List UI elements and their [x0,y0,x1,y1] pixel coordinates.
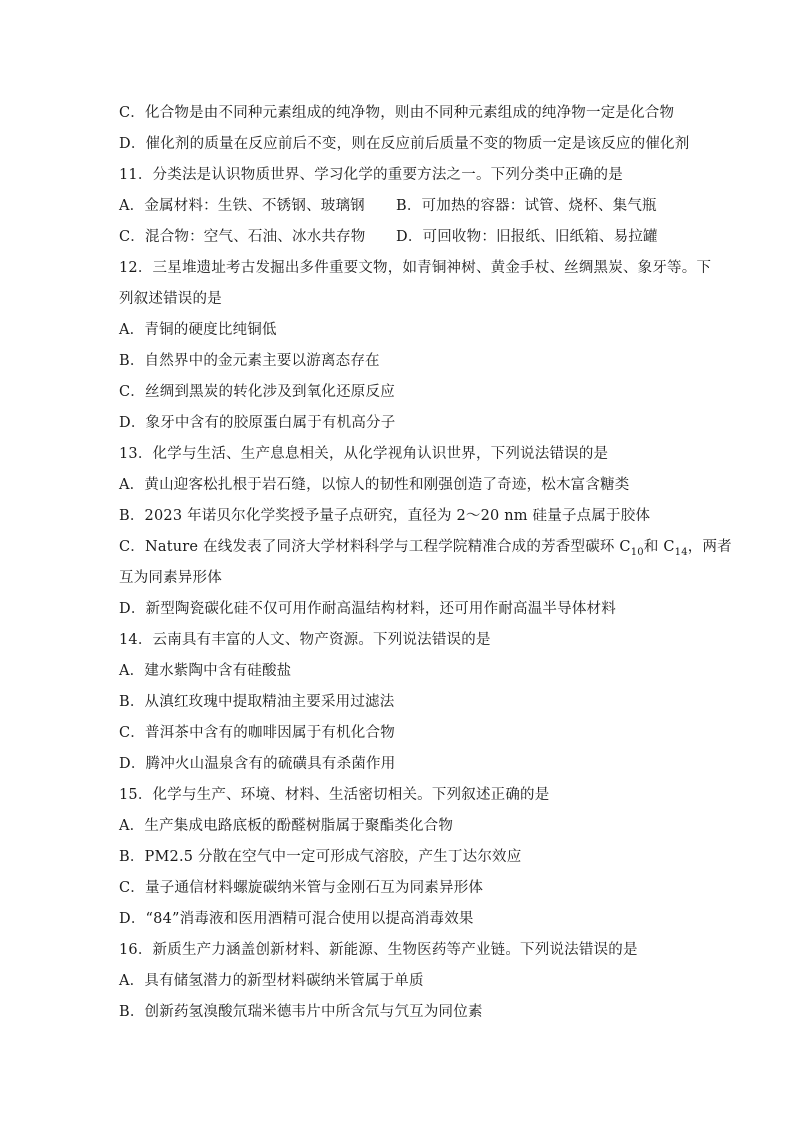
q11-option-a: A．金属材料：生铁、不锈钢、玻璃钢 [119,198,365,214]
q10-option-c: C．化合物是由不同种元素组成的纯净物，则由不同种元素组成的纯净物一定是化合物 [119,105,675,121]
q13-subscript-10: 10 [630,546,644,558]
q15-option-b: B．PM2.5 分散在空气中一定可形成气溶胶，产生丁达尔效应 [119,849,522,865]
q14-option-d: D．腾冲火山温泉含有的硫磺具有杀菌作用 [119,756,396,772]
q12-stem-line1: 12．三星堆遗址考古发掘出多件重要文物，如青铜神树、黄金手杖、丝绸黑炭、象牙等。下 [119,260,712,276]
q13-option-c-text2: 和 C [643,539,675,555]
q15-option-d: D．“84”消毒液和医用酒精可混合使用以提高消毒效果 [119,911,474,927]
q13-option-a: A．黄山迎客松扎根于岩石缝，以惊人的韧性和刚强创造了奇迹，松木富含糖类 [119,477,630,493]
q13-option-b: B．2023 年诺贝尔化学奖授予量子点研究，直径为 2～20 nm 硅量子点属于胶体 [119,508,651,524]
q15-option-a: A．生产集成电路底板的酚醛树脂属于聚酯类化合物 [119,818,454,834]
q16-option-a: A．具有储氢潜力的新型材料碳纳米管属于单质 [119,973,424,989]
q14-option-a: A．建水紫陶中含有硅酸盐 [119,663,292,679]
q13-option-c-line2: 互为同素异形体 [119,570,222,586]
q12-option-a: A．青铜的硬度比纯铜低 [119,322,277,338]
q13-option-c-text3: ，两者 [687,539,732,555]
q13-option-c-text1: C．Nature 在线发表了同济大学材料科学与工程学院精准合成的芳香型碳环 C [119,539,631,555]
q11-option-c: C．混合物：空气、石油、冰水共存物 [119,229,366,245]
q11-stem: 11．分类法是认识物质世界、学习化学的重要方法之一。下列分类中正确的是 [119,167,623,183]
q11-option-d: D．可回收物：旧报纸、旧纸箱、易拉罐 [396,229,658,245]
q16-stem: 16．新质生产力涵盖创新材料、新能源、生物医药等产业链。下列说法错误的是 [119,942,638,958]
q14-stem: 14．云南具有丰富的人文、物产资源。下列说法错误的是 [119,632,491,648]
q15-stem: 15．化学与生产、环境、材料、生活密切相关。下列叙述正确的是 [119,787,550,803]
q12-option-b: B．自然界中的金元素主要以游离态存在 [119,353,380,369]
q13-subscript-14: 14 [674,546,688,558]
q14-option-b: B．从滇红玫瑰中提取精油主要采用过滤法 [119,694,395,710]
q14-option-c: C．普洱茶中含有的咖啡因属于有机化合物 [119,725,395,741]
q12-option-d: D．象牙中含有的胶原蛋白属于有机高分子 [119,415,396,431]
q13-stem: 13．化学与生活、生产息息相关，从化学视角认识世界，下列说法错误的是 [119,446,609,462]
q11-option-b: B．可加热的容器：试管、烧杯、集气瓶 [396,198,657,214]
q12-stem-line2: 列叙述错误的是 [119,291,222,307]
q16-option-b: B．创新药氢溴酸氘瑞米德韦片中所含氘与氕互为同位素 [119,1004,483,1020]
q13-option-c [119,537,732,563]
q12-option-c: C．丝绸到黑炭的转化涉及到氧化还原反应 [119,384,395,400]
q15-option-c: C．量子通信材料螺旋碳纳米管与金刚石互为同素异形体 [119,880,484,896]
q13-option-d: D．新型陶瓷碳化硅不仅可用作耐高温结构材料，还可用作耐高温半导体材料 [119,601,616,617]
q10-option-d: D．催化剂的质量在反应前后不变，则在反应前后质量不变的物质一定是该反应的催化剂 [119,136,690,152]
